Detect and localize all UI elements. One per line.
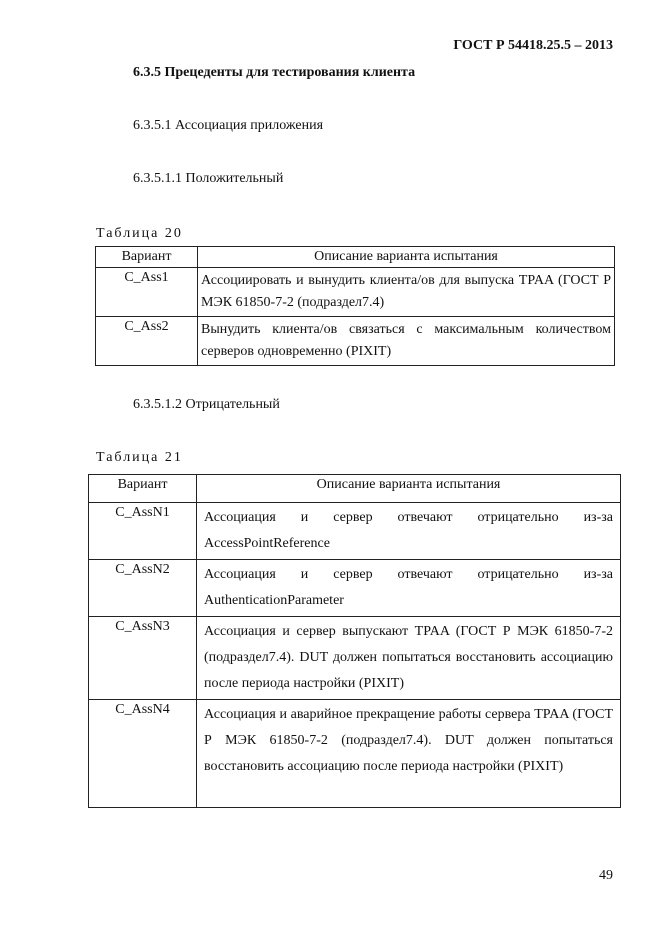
- variant-description: Ассоциировать и вынудить клиента/ов для выпуска TPAA (ГОСТ Р МЭК 61850-7-2 (подраздел7.4): [198, 268, 615, 317]
- variant-id: C_AssN1: [89, 503, 197, 560]
- variant-description: Вынудить клиента/ов связаться с максимальным количеством серверов одновременно (PIXIT): [198, 317, 615, 366]
- table-header-row: [96, 247, 615, 268]
- subsection-heading: 6.3.5.1 Ассоциация приложения: [133, 118, 324, 133]
- variant-id: C_AssN3: [89, 617, 197, 700]
- table-20: [95, 246, 615, 366]
- table-header-row: [89, 475, 621, 503]
- page-number: 49: [599, 868, 613, 883]
- document-header: ГОСТ Р 54418.25.5 – 2013: [453, 38, 613, 53]
- table-row: [89, 617, 621, 700]
- table-caption: Таблица 20: [96, 226, 183, 241]
- variant-id: C_AssN4: [89, 700, 197, 808]
- variant-description: Ассоциация и сервер отвечают отрицательно из-за AuthenticationParameter: [197, 560, 621, 617]
- subsection-heading: 6.3.5.1.1 Положительный: [133, 171, 284, 186]
- table-row: [89, 560, 621, 617]
- table-21: [88, 474, 621, 808]
- variant-description: Ассоциация и сервер выпускают TPAA (ГОСТ Р МЭК 61850-7-2 (подраздел7.4). DUT должен попытаться восстановить ассоциацию после периода настройки (PIXIT): [197, 617, 621, 700]
- variant-id: C_Ass2: [96, 317, 198, 366]
- column-header: Описание варианта испытания: [197, 475, 621, 503]
- section-title: 6.3.5 Прецеденты для тестирования клиента: [133, 65, 416, 80]
- table-row: [89, 700, 621, 808]
- column-header: Описание варианта испытания: [198, 247, 615, 268]
- variant-id: C_AssN2: [89, 560, 197, 617]
- variant-description: Ассоциация и сервер отвечают отрицательно из-за AccessPointReference: [197, 503, 621, 560]
- subsection-heading: 6.3.5.1.2 Отрицательный: [133, 397, 280, 412]
- variant-description: Ассоциация и аварийное прекращение работы сервера TPAA (ГОСТ Р МЭК 61850-7-2 (подраздел7.4). DUT должен попытаться восстановить ассоциацию после периода настройки (PIXIT): [197, 700, 621, 808]
- table-row: [96, 317, 615, 366]
- table-row: [89, 503, 621, 560]
- column-header: Вариант: [96, 247, 198, 268]
- column-header: Вариант: [89, 475, 197, 503]
- table-row: [96, 268, 615, 317]
- variant-id: C_Ass1: [96, 268, 198, 317]
- table-caption: Таблица 21: [96, 450, 183, 465]
